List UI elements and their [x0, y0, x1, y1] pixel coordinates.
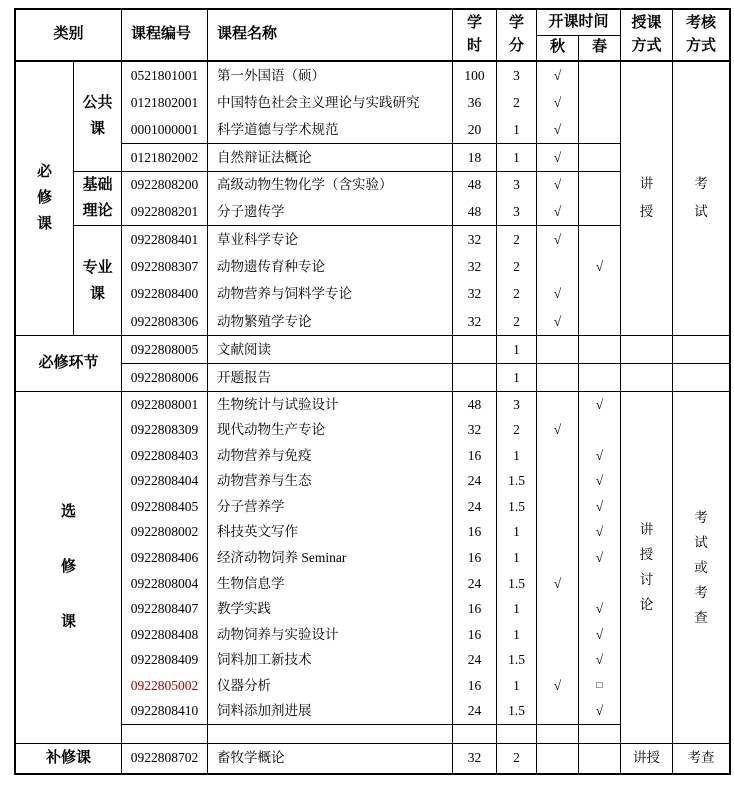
credits-value: 1.5 — [508, 498, 525, 514]
hours-group — [453, 226, 497, 336]
spring-check: √ — [595, 447, 604, 463]
course-name: 科学道德与学术规范 — [217, 121, 339, 137]
header-teach-line: 方式 — [631, 38, 662, 54]
course-name: 动物营养与饲料学专论 — [217, 286, 352, 302]
credits-group — [497, 62, 537, 144]
hours-group — [453, 62, 497, 144]
header-credits-line: 学 — [508, 15, 524, 31]
hours-value — [453, 336, 497, 364]
hours-value: 24 — [467, 575, 482, 591]
teach-method-char: 论 — [639, 597, 654, 613]
credits-value: 1 — [513, 524, 520, 540]
spring-check: √ — [595, 396, 604, 412]
hours-value: 24 — [467, 473, 482, 489]
hours-value: 16 — [467, 447, 482, 463]
autumn-group — [537, 392, 579, 725]
spring-check: √ — [595, 703, 604, 719]
category-required-char: 课 — [36, 216, 52, 233]
course-no: 0922808409 — [130, 652, 199, 668]
header-teach-line: 授课 — [631, 15, 662, 31]
subcategory-basic-line: 基础 — [82, 177, 113, 194]
credits-value: 1 — [513, 447, 520, 463]
spring-check — [579, 308, 620, 335]
header-course-name: 课程名称 — [208, 10, 453, 62]
hours-value: 32 — [467, 259, 482, 275]
category-elective — [16, 392, 122, 744]
hours-value: 36 — [467, 94, 482, 110]
empty-cell — [579, 725, 621, 744]
category-required — [16, 62, 74, 336]
course-name: 自然辩证法概论 — [208, 144, 453, 171]
autumn-check: √ — [537, 144, 579, 171]
course-name: 畜牧学概论 — [208, 744, 453, 773]
course-no: 0922808306 — [130, 313, 199, 329]
teach-method-cell — [621, 364, 673, 392]
course-no: 0922808004 — [130, 575, 199, 591]
course-name-group — [208, 226, 453, 336]
empty-cell — [497, 725, 537, 744]
spring-check: √ — [595, 473, 604, 489]
assess-method-char: 考 — [694, 509, 708, 525]
course-name: 现代动物生产专论 — [217, 422, 325, 438]
spring-check: √ — [595, 498, 604, 514]
course-no: 0922808702 — [122, 744, 208, 773]
assess-method-char: 考 — [694, 176, 708, 192]
course-name: 经济动物饲养 Seminar — [217, 550, 347, 565]
hours-value: 32 — [467, 232, 482, 248]
autumn-check — [537, 443, 578, 469]
header-hours-line: 学 — [466, 15, 482, 31]
hours-value: 32 — [467, 313, 482, 329]
teach-method-required — [621, 62, 673, 336]
credits-value: 1 — [497, 336, 537, 364]
credits-value: 1 — [513, 550, 520, 565]
autumn-check — [537, 744, 579, 773]
subcategory-professional-line: 课 — [89, 285, 105, 302]
autumn-check: √ — [553, 177, 562, 193]
course-no: 0922808006 — [122, 364, 208, 392]
teach-method-char: 讲 — [639, 522, 654, 538]
course-no: 0922808201 — [130, 204, 199, 220]
header-credits-line: 分 — [508, 38, 524, 54]
header-autumn: 秋 — [537, 36, 579, 62]
course-no: 0922808408 — [130, 626, 199, 642]
autumn-check — [537, 519, 578, 545]
empty-cell — [453, 725, 497, 744]
category-elective-char: 选 — [60, 503, 76, 520]
hours-value: 32 — [467, 286, 482, 302]
category-elective-char: 修 — [60, 558, 76, 575]
autumn-check: √ — [553, 204, 562, 220]
empty-cell — [537, 725, 579, 744]
curriculum-table — [14, 8, 731, 775]
course-no: 0001000001 — [130, 121, 199, 137]
header-hours-line: 时 — [466, 38, 482, 54]
autumn-group — [537, 62, 579, 144]
hours-value: 16 — [467, 550, 482, 565]
course-name: 开题报告 — [208, 364, 453, 392]
spring-check — [579, 226, 620, 253]
course-no: 0922808200 — [130, 177, 199, 193]
autumn-check: √ — [553, 286, 562, 302]
autumn-check: √ — [553, 422, 562, 438]
autumn-check — [537, 494, 578, 520]
course-no: 0922808005 — [122, 336, 208, 364]
spring-check — [579, 144, 621, 171]
hours-value: 48 — [467, 204, 482, 220]
assess-method-char: 查 — [694, 609, 708, 625]
spring-check — [579, 571, 620, 597]
header-assess-line: 考核 — [685, 15, 716, 31]
hours-value: 18 — [453, 144, 497, 171]
subcategory-public-line: 课 — [89, 121, 105, 138]
header-spring: 春 — [579, 36, 621, 62]
course-no: 0922808406 — [130, 550, 199, 565]
credits-value: 2 — [513, 286, 520, 302]
course-name: 文献阅读 — [208, 336, 453, 364]
hours-value — [453, 364, 497, 392]
spring-group — [579, 226, 621, 336]
category-required-char: 修 — [36, 190, 52, 207]
credits-value: 2 — [513, 422, 520, 438]
hours-value: 48 — [467, 396, 482, 412]
autumn-check: √ — [553, 121, 562, 137]
credits-value: 1.5 — [508, 652, 525, 668]
course-name: 生物信息学 — [217, 575, 285, 591]
autumn-group — [537, 172, 579, 227]
autumn-check: √ — [553, 677, 562, 693]
credits-value: 1 — [513, 121, 520, 137]
course-no: 0922808404 — [130, 473, 199, 489]
course-no: 0922808307 — [130, 259, 199, 275]
course-no-group — [122, 62, 208, 144]
credits-value: 1.5 — [508, 575, 525, 591]
credits-value: 1 — [513, 677, 520, 693]
course-no: 0922808405 — [130, 498, 199, 514]
autumn-check — [537, 622, 578, 648]
course-name: 仪器分析 — [217, 677, 271, 693]
subcategory-public-line: 公共 — [82, 95, 113, 112]
credits-value: 2 — [513, 313, 520, 329]
course-no: 0121802001 — [130, 94, 199, 110]
autumn-check: √ — [553, 313, 562, 329]
spring-check — [579, 336, 621, 364]
course-name: 科技英文写作 — [217, 524, 298, 540]
credits-value: 1 — [513, 626, 520, 642]
course-name: 高级动物生物化学（含实验） — [217, 177, 393, 193]
hours-value: 16 — [467, 677, 482, 693]
course-name: 动物繁殖学专论 — [217, 313, 312, 329]
spring-check: √ — [595, 259, 604, 275]
course-name: 动物营养与生态 — [217, 473, 312, 489]
hours-group — [453, 392, 497, 725]
credits-value: 3 — [513, 67, 520, 83]
teach-method-char: 授 — [639, 204, 654, 220]
spring-check — [579, 281, 620, 308]
hours-value: 16 — [467, 601, 482, 617]
course-no: 0521801001 — [130, 67, 199, 83]
course-name: 分子营养学 — [217, 498, 285, 514]
hours-value: 16 — [467, 524, 482, 540]
course-name: 生物统计与试验设计 — [217, 396, 339, 412]
spring-group — [579, 392, 621, 725]
autumn-check — [537, 336, 579, 364]
header-category: 类别 — [16, 10, 122, 62]
spring-check: √ — [595, 524, 604, 540]
credits-value: 3 — [513, 177, 520, 193]
category-required-steps: 必修环节 — [16, 336, 122, 392]
spring-check: √ — [595, 652, 604, 668]
header-course-no: 课程编号 — [122, 10, 208, 62]
teach-method-char: 讨 — [639, 572, 654, 588]
category-supplementary: 补修课 — [16, 744, 122, 773]
course-no: 0922808407 — [130, 601, 199, 617]
assess-method-cell — [673, 364, 729, 392]
hours-value: 24 — [467, 652, 482, 668]
hours-value: 16 — [467, 626, 482, 642]
spring-group-empty — [579, 172, 621, 227]
category-required-char: 必 — [36, 164, 52, 181]
subcategory-professional-line: 专业 — [82, 259, 113, 276]
header-credits — [497, 10, 537, 62]
hours-value: 100 — [464, 67, 485, 83]
teach-method-char: 授 — [639, 547, 654, 563]
header-hours — [453, 10, 497, 62]
course-name: 分子遗传学 — [217, 204, 285, 220]
hours-value: 20 — [467, 121, 482, 137]
assess-method-char: 试 — [694, 534, 708, 550]
assess-method-elective — [673, 392, 729, 744]
spring-check — [579, 417, 620, 443]
hours-group — [453, 172, 497, 227]
course-name: 教学实践 — [217, 601, 271, 617]
teach-method-char: 讲 — [639, 176, 654, 192]
course-no: 0922808309 — [130, 422, 199, 438]
course-name: 动物饲养与实验设计 — [217, 626, 339, 642]
hours-value: 32 — [453, 744, 497, 773]
course-no: 0922808002 — [130, 524, 199, 540]
autumn-check — [537, 253, 578, 280]
course-name: 第一外国语（硕） — [217, 67, 325, 83]
header-assess-line: 方式 — [685, 38, 716, 54]
assess-method-required — [673, 62, 729, 336]
course-name-group — [208, 62, 453, 144]
credits-value: 1 — [497, 144, 537, 171]
credits-value: 3 — [513, 396, 520, 412]
course-no: 0922808401 — [130, 232, 199, 248]
subcategory-basic-line: 理论 — [82, 203, 113, 220]
empty-cell — [122, 725, 208, 744]
spring-check: √ — [595, 626, 604, 642]
course-no-group — [122, 392, 208, 725]
credits-value: 1.5 — [508, 703, 525, 719]
credits-value: 2 — [513, 94, 520, 110]
autumn-check: √ — [553, 575, 562, 591]
header-teach-method — [621, 10, 673, 62]
hours-value: 24 — [467, 498, 482, 514]
course-no-group — [122, 172, 208, 227]
autumn-check — [537, 392, 578, 418]
course-name-group — [208, 172, 453, 227]
spring-group-empty — [579, 62, 621, 144]
assess-method-char: 试 — [694, 204, 708, 220]
spring-empty-box: □ — [596, 679, 603, 691]
assess-method-cell: 考查 — [687, 750, 715, 766]
header-assess-method — [673, 10, 729, 62]
credits-group — [497, 392, 537, 725]
course-name: 中国特色社会主义理论与实践研究 — [217, 94, 420, 110]
category-elective-char: 课 — [60, 613, 76, 630]
hours-value: 24 — [467, 703, 482, 719]
spring-check — [579, 744, 621, 773]
credits-value: 2 — [513, 232, 520, 248]
autumn-check: √ — [553, 232, 562, 248]
course-name: 动物遗传育种专论 — [217, 259, 325, 275]
autumn-check — [537, 545, 578, 571]
spring-check: √ — [595, 601, 604, 617]
credits-value: 1 — [497, 364, 537, 392]
autumn-group — [537, 226, 579, 336]
header-schedule: 开课时间 — [537, 10, 621, 36]
subcategory-professional — [74, 226, 122, 336]
assess-method-cell — [673, 336, 729, 364]
spring-check: √ — [595, 550, 604, 565]
hours-value: 32 — [467, 422, 482, 438]
credits-value: 1 — [513, 601, 520, 617]
course-no: 0121802002 — [122, 144, 208, 171]
empty-cell — [208, 725, 453, 744]
course-no: 0922808400 — [130, 286, 199, 302]
autumn-check — [537, 698, 578, 724]
autumn-check — [537, 468, 578, 494]
credits-value: 2 — [513, 259, 520, 275]
autumn-check — [537, 647, 578, 673]
course-no: 0922808403 — [130, 447, 199, 463]
hours-value: 48 — [467, 177, 482, 193]
course-name-group — [208, 392, 453, 725]
course-name: 饲料添加剂进展 — [217, 703, 312, 719]
course-name: 动物营养与免疫 — [217, 447, 312, 463]
course-name: 草业科学专论 — [217, 232, 298, 248]
spring-check — [579, 364, 621, 392]
credits-group — [497, 172, 537, 227]
teach-method-elective — [621, 392, 673, 744]
teach-method-cell: 讲授 — [621, 744, 673, 773]
credits-value: 2 — [497, 744, 537, 773]
assess-method-char: 或 — [694, 559, 708, 575]
credits-group — [497, 226, 537, 336]
course-no: 0922808001 — [130, 396, 199, 412]
autumn-check — [537, 596, 578, 622]
course-no-highlighted: 0922805002 — [130, 677, 199, 693]
autumn-check — [537, 364, 579, 392]
teach-method-cell — [621, 336, 673, 364]
autumn-check: √ — [553, 67, 562, 83]
autumn-check: √ — [553, 94, 562, 110]
course-no: 0922808410 — [130, 703, 199, 719]
subcategory-public — [74, 62, 122, 172]
course-name: 饲料加工新技术 — [217, 652, 312, 668]
subcategory-basic-theory — [74, 172, 122, 227]
credits-value: 3 — [513, 204, 520, 220]
credits-value: 1.5 — [508, 473, 525, 489]
assess-method-char: 考 — [694, 584, 708, 600]
course-no-group — [122, 226, 208, 336]
